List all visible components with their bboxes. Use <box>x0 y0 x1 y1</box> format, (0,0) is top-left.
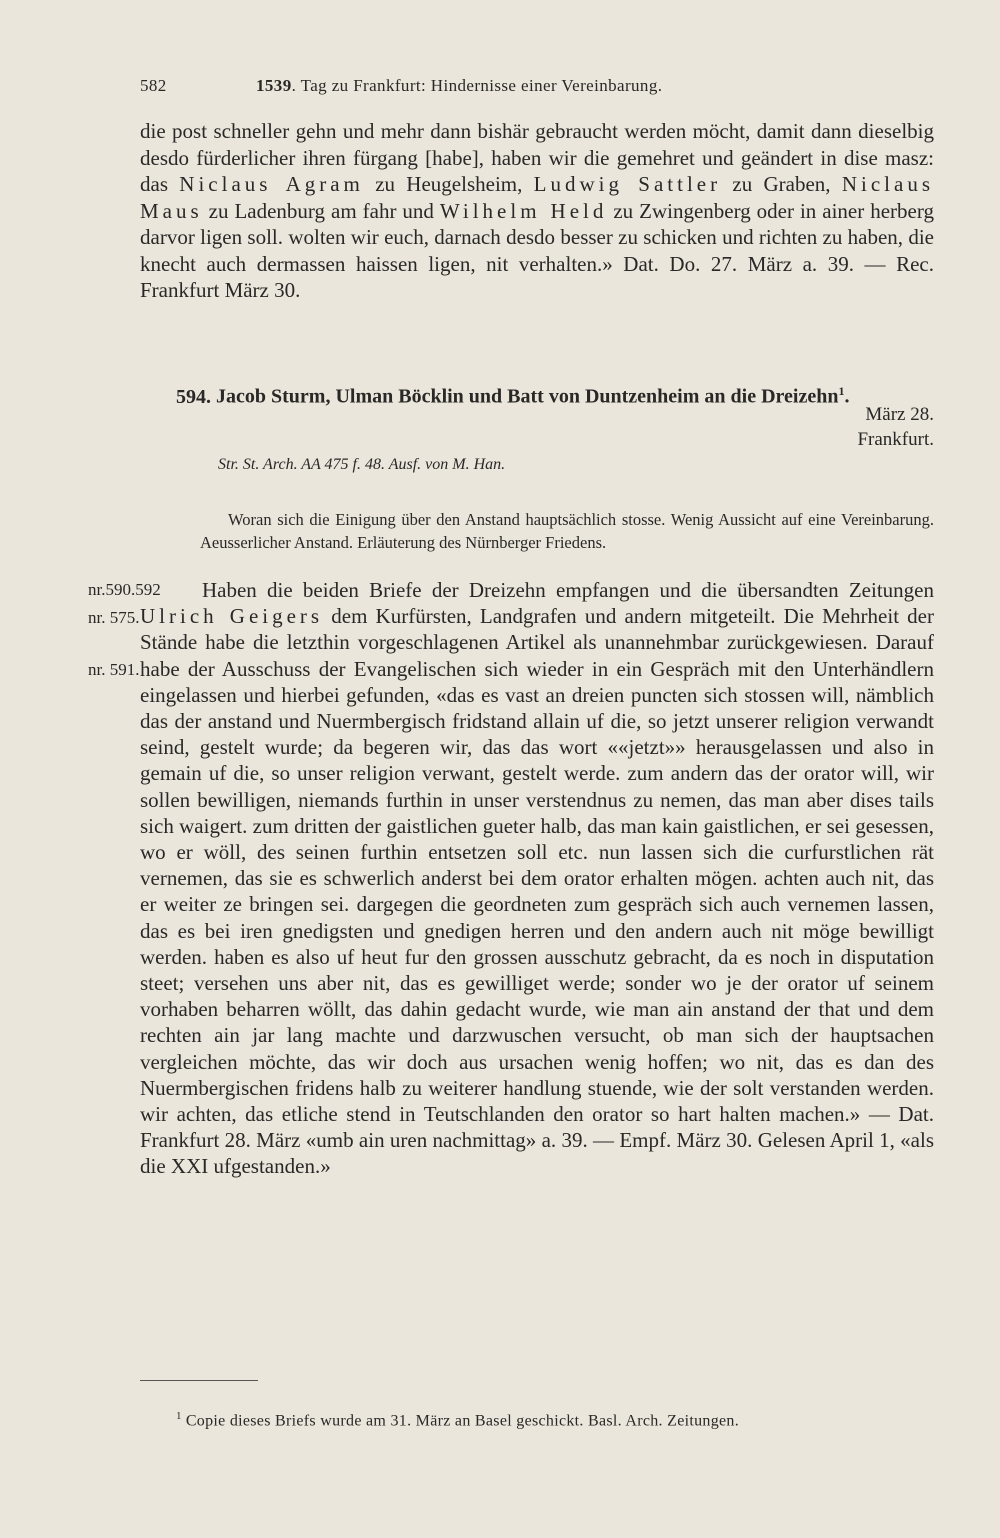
header-year: 1539 <box>256 76 292 95</box>
margin-note: nr. 591. <box>88 660 140 679</box>
spaced-name: Niclaus Agram <box>179 172 364 196</box>
body-text-2: dem Kurfürsten, Landgrafen und andern mitgeteilt. Die Mehrheit der Stände habe die letzthin vorgeschlagenen Artikel als unannehmbar zurückgewiesen. Darauf habe der Ausschuss der Evangelischen sich wieder in ein Gespräch mit den Unterhändlern eingelassen und hierbei gefunden, «das es vast an dreien puncten sich stossen will, nämblich das der anstand und Nuermbergisch fridstand allain uf die, so jetzt unserer religion verwandt seind, gestelt wurde; da begeren wir, das das wort ««jetzt»» herausgelassen und also in gemain uf die, so unser religion verwant, gestelt werde. zum andern das der orator will, wir sollen bewilligen, niemands furthin in unser verstendnus zu nemen, das man aber dises tails sich waigert. zum dritten der gaistlichen gueter halb, das man kain gaistlichen, er sei gesessen, wo er wöll, des seinen furthin entsetzen soll etc. nun lassen sich die curfurstlichen rät vernemen, das sie es schwerlich anderst bei dem orator erhalten mögen. achten auch nit, das er weiter ze bringen sei. dargegen die geordneten zum gespräch sich auch vernemen lassen, das es bei iren gnedigsten und gnedigen herren und den andern auch nit möge bewilligt werden. haben es also uf heut fur den grossen ausschutz gebracht, da es noch in disputation steet; versehen uns aber nit, das es gewilliget werde; sonder wo je der orator uf seinem vorhaben beharren wöllt, das dahin gedacht wurde, wie man ain anstand der that und dem rechten ain jar lang machte und darzwuschen versucht, ob man sich der hauptsachen vergleichen möchte, das wir doch aus ursachen wenig hoffen; wo nit, das es dan des Nuermbergischen fridens halb zu weiterer handlung stuende, wie der solt verstanden werden. wir achten, das etliche stend in Teutschlanden den orator so hart halten machen.» — Dat. Frankfurt 28. März «umb ain uren nachmittag» a. 39. — Empf. März 30. Gelesen April 1, «als die XXI ufgestanden.» <box>140 604 934 1179</box>
document-summary: Woran sich die Einigung über den Anstand hauptsächlich stosse. Wenig Aussicht auf eine Vereinbarung. Aeusserlicher Anstand. Erläuterung des Nürnberger Friedens. <box>200 510 934 552</box>
footnote-rule <box>140 1380 258 1381</box>
spaced-name: Wilhelm Held <box>439 198 608 223</box>
para1-text-2: zu Heugelsheim, <box>363 172 534 196</box>
footnote-number: 1 <box>176 1410 182 1422</box>
para1-text-4: zu Ladenburg am fahr und <box>202 198 440 223</box>
margin-note: nr.590.592 <box>88 580 161 599</box>
paragraph-continuation <box>140 118 934 304</box>
para1-text-3: zu Graben, <box>721 172 842 196</box>
spaced-name: Ludwig Sattler <box>533 172 722 196</box>
footnote-text: Copie dieses Briefs wurde am 31. März an Basel geschickt. Basl. Arch. Zeitungen. <box>185 1412 740 1430</box>
document-number: 594. <box>176 385 211 408</box>
running-header <box>140 76 930 96</box>
header-title: . Tag zu Frankfurt: Hindernisse einer Vereinbarung. <box>291 76 663 95</box>
para1-text-1: die post schneller gehn und mehr dann bishär gebraucht werden möcht, damit dann dieselbig desdo fürderlicher ihren fürgang [habe], haben wir die gemehret und geändert in dise masz: das <box>140 119 934 196</box>
footnote-reference: 1 <box>838 384 845 398</box>
spaced-name: Niclaus Maus <box>140 172 934 223</box>
footnote <box>176 1410 936 1430</box>
margin-note: nr. 575. <box>88 608 140 627</box>
document-body <box>140 577 934 1180</box>
document-date: März 28. <box>865 404 934 425</box>
document-place: Frankfurt. <box>857 429 934 450</box>
document-title-end: . <box>844 385 850 408</box>
document-heading <box>140 378 934 410</box>
body-text-1: Haben die beiden Briefe der Dreizehn empfangen und die übersandten Zeitungen <box>202 578 934 602</box>
document-title: Jacob Sturm, Ulman Böcklin und Batt von Duntzenheim an die Dreizehn <box>211 385 839 408</box>
para1-text-5: zu Zwingenberg oder in ainer herberg darvor ligen soll. wolten wir euch, darnach desdo besser zu schicken und richten zu haben, die knecht auch dermassen haissen ligen, nit verhalten.» Dat. Do. 27. März a. 39. — Rec. Frankfurt März 30. <box>140 198 934 302</box>
page-number: 582 <box>140 76 167 95</box>
archival-source: Str. St. Arch. AA 475 f. 48. Ausf. von M. Han. <box>218 456 506 473</box>
spaced-name: Ulrich Geigers <box>140 604 324 629</box>
